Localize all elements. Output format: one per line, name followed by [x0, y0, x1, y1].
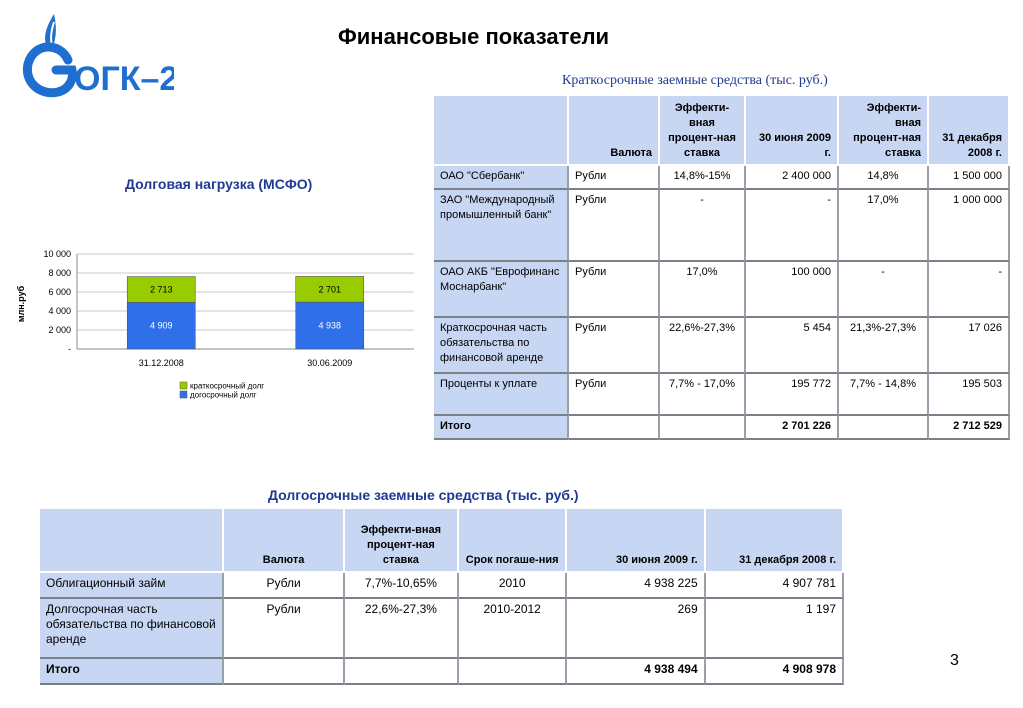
- company-logo: [14, 8, 174, 100]
- legend-label: догосрочный долг: [190, 390, 257, 400]
- bar-data-label: 4 938: [318, 320, 342, 331]
- cell-amount: 2 400 000: [746, 166, 839, 190]
- cell-amount: 1 197: [706, 599, 844, 659]
- row-label: Долгосрочная часть обязательства по финансовой аренде: [40, 599, 224, 659]
- table-row: [434, 318, 1010, 374]
- table-row: [40, 599, 844, 659]
- total-cell: [345, 659, 459, 685]
- row-label: ЗАО "Международный промышленный банк": [434, 190, 569, 262]
- row-label: ОАО "Сбербанк": [434, 166, 569, 190]
- short-term-caption: Краткосрочные заемные средства (тыс. руб.): [562, 73, 828, 88]
- short-header-0: [434, 96, 569, 166]
- total-cell: [839, 416, 929, 440]
- cell-amount: 17 026: [929, 318, 1010, 374]
- table-row: [434, 166, 1010, 190]
- cell-amount: 4 938 225: [567, 573, 705, 599]
- cell-amount: 269: [567, 599, 705, 659]
- legend-swatch: [180, 391, 187, 398]
- y-tick-label: 8 000: [48, 268, 71, 278]
- page-title: Финансовые показатели: [338, 24, 610, 49]
- y-tick-label: 4 000: [48, 306, 71, 316]
- cell-maturity: 2010: [459, 573, 567, 599]
- cell-amount: 5 454: [746, 318, 839, 374]
- long-header-date-2009: 30 июня 2009 г.: [567, 509, 705, 573]
- table-row: [434, 262, 1010, 318]
- cell-rate: 14,8%-15%: [660, 166, 746, 190]
- cell-rate: 7,7% - 14,8%: [839, 374, 929, 416]
- y-tick-label: 6 000: [48, 287, 71, 297]
- cell-currency: Рубли: [569, 190, 660, 262]
- y-tick-label: -: [68, 344, 71, 354]
- cell-currency: Рубли: [569, 262, 660, 318]
- row-label: Проценты к уплате: [434, 374, 569, 416]
- long-header-0: [40, 509, 224, 573]
- cell-amount: 100 000: [746, 262, 839, 318]
- y-axis-label: млн.руб: [16, 285, 26, 323]
- short-header-date-2008: 31 декабря 2008 г.: [929, 96, 1010, 166]
- short-header-date-2009: 30 июня 2009 г.: [746, 96, 839, 166]
- cell-rate: 22,6%-27,3%: [345, 599, 459, 659]
- total-amount: 4 938 494: [567, 659, 705, 685]
- total-cell: [569, 416, 660, 440]
- long-header-date-2008: 31 декабря 2008 г.: [706, 509, 844, 573]
- legend-swatch: [180, 382, 187, 389]
- cell-rate: 7,7%-10,65%: [345, 573, 459, 599]
- row-label: ОАО АКБ "Еврофинанс Моснарбанк": [434, 262, 569, 318]
- cell-currency: Рубли: [224, 599, 344, 659]
- short-header-rate-2009: Эффекти-вная процент-ная ставка: [660, 96, 746, 166]
- x-tick-label: 31.12.2008: [138, 358, 184, 368]
- short-header-currency: Валюта: [569, 96, 660, 166]
- total-cell: [459, 659, 567, 685]
- total-label: Итого: [434, 416, 569, 440]
- cell-currency: Рубли: [224, 573, 344, 599]
- cell-rate: 21,3%-27,3%: [839, 318, 929, 374]
- debt-chart: [14, 246, 418, 410]
- row-label: Краткосрочная часть обязательства по финансовой аренде: [434, 318, 569, 374]
- cell-amount: -: [746, 190, 839, 262]
- chart-title: Долговая нагрузка (МСФО): [125, 176, 313, 192]
- total-row: [40, 659, 844, 685]
- cell-currency: Рубли: [569, 166, 660, 190]
- row-label: Облигационный займ: [40, 573, 224, 599]
- table-row: [40, 573, 844, 599]
- short-header-rate-2008: Эффекти-вная процент-ная ставка: [839, 96, 929, 166]
- table-row: [434, 374, 1010, 416]
- cell-rate: -: [839, 262, 929, 318]
- cell-rate: 7,7% - 17,0%: [660, 374, 746, 416]
- legend-label: краткосрочный долг: [190, 381, 265, 391]
- cell-currency: Рубли: [569, 374, 660, 416]
- cell-rate: 14,8%: [839, 166, 929, 190]
- cell-rate: -: [660, 190, 746, 262]
- cell-amount: -: [929, 262, 1010, 318]
- long-header-rate: Эффекти-вная процент-ная ставка: [345, 509, 459, 573]
- cell-rate: 22,6%-27,3%: [660, 318, 746, 374]
- total-amount: 4 908 978: [706, 659, 844, 685]
- y-tick-label: 2 000: [48, 325, 71, 335]
- cell-amount: 1 500 000: [929, 166, 1010, 190]
- total-cell: [224, 659, 344, 685]
- short-term-table: [434, 96, 1010, 440]
- total-amount: 2 701 226: [746, 416, 839, 440]
- debt-chart-svg: [14, 246, 418, 410]
- cell-maturity: 2010-2012: [459, 599, 567, 659]
- long-header-maturity: Срок погаше-ния: [459, 509, 567, 573]
- long-term-table: [40, 509, 844, 685]
- logo-graphic: [14, 8, 174, 100]
- cell-currency: Рубли: [569, 318, 660, 374]
- bar-data-label: 2 701: [318, 284, 342, 295]
- long-header-currency: Валюта: [224, 509, 344, 573]
- cell-rate: 17,0%: [660, 262, 746, 318]
- logo-text: ОГК–2: [74, 60, 174, 98]
- x-tick-label: 30.06.2009: [307, 358, 353, 368]
- cell-amount: 195 772: [746, 374, 839, 416]
- bar-data-label: 4 909: [149, 320, 173, 331]
- cell-rate: 17,0%: [839, 190, 929, 262]
- y-tick-label: 10 000: [43, 249, 71, 259]
- cell-amount: 1 000 000: [929, 190, 1010, 262]
- total-label: Итого: [40, 659, 224, 685]
- page-number: 3: [950, 652, 959, 669]
- cell-amount: 195 503: [929, 374, 1010, 416]
- table-row: [434, 190, 1010, 262]
- long-term-caption: Долгосрочные заемные средства (тыс. руб.): [268, 487, 579, 503]
- bar-data-label: 2 713: [149, 284, 173, 295]
- total-row: [434, 416, 1010, 440]
- total-amount: 2 712 529: [929, 416, 1010, 440]
- cell-amount: 4 907 781: [706, 573, 844, 599]
- total-cell: [660, 416, 746, 440]
